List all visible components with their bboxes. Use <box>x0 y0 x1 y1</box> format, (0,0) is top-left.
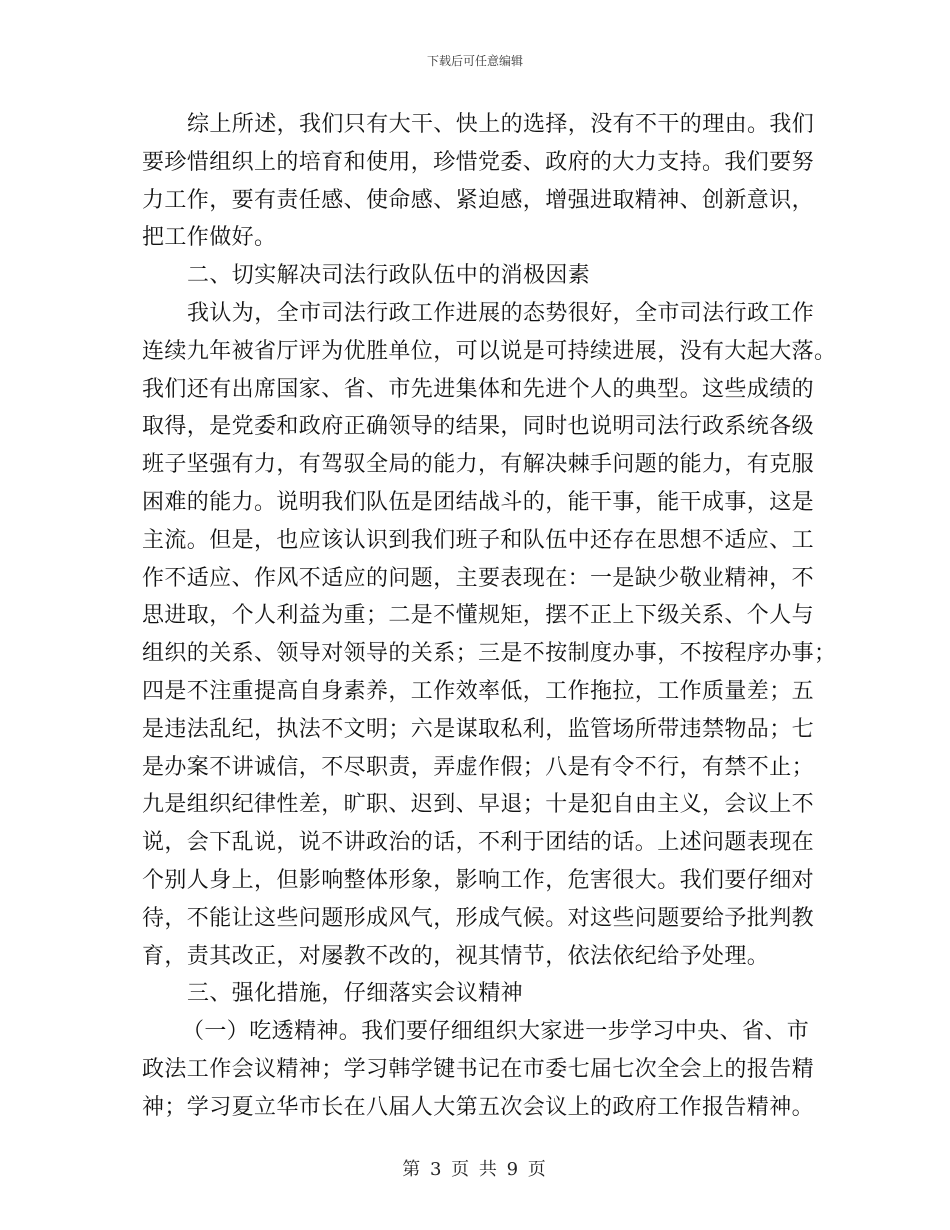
paragraph-line: 班子坚强有力，有驾驭全局的能力，有解决棘手问题的能力，有克服 <box>142 452 815 478</box>
paragraph-line: 四是不注重提高自身素养，工作效率低，工作拖拉，工作质量差；五 <box>142 678 815 704</box>
paragraph-line: 思进取，个人利益为重；二是不懂规矩，摆不正上下级关系、个人与 <box>142 603 815 629</box>
document-body <box>142 106 837 1127</box>
paragraph-line: 组织的关系、领导对领导的关系；三是不按制度办事，不按程序办事； <box>142 641 837 667</box>
paragraph-line: （一）吃透精神。我们要仔细组织大家进一步学习中央、省、市 <box>182 1019 810 1045</box>
paragraph-line: 作不适应、作风不适应的问题，主要表现在：一是缺少敬业精神，不 <box>142 565 815 591</box>
paragraph-line: 综上所述，我们只有大干、快上的选择，没有不干的理由。我们 <box>187 112 815 137</box>
paragraph-line: 要珍惜组织上的培育和使用，珍惜党委、政府的大力支持。我们要努 <box>142 149 815 175</box>
paragraph-line: 连续九年被省厅评为优胜单位，可以说是可持续进展，没有大起大落。 <box>142 338 837 364</box>
paragraph-line: 我们还有出席国家、省、市先进集体和先进个人的典型。这些成绩的 <box>142 376 815 402</box>
paragraph-line: 说，会下乱说，说不讲政治的话，不利于团结的话。上述问题表现在 <box>142 830 815 856</box>
paragraph-line: 九是组织纪律性差，旷职、迟到、早退；十是犯自由主义，会议上不 <box>142 792 815 818</box>
paragraph-line: 政法工作会议精神；学习韩学键书记在市委七届七次全会上的报告精 <box>142 1056 815 1082</box>
paragraph-line: 是办案不讲诚信，不尽职责，弄虚作假；八是有令不行，有禁不止； <box>142 754 815 780</box>
paragraph-line: 把工作做好。 <box>142 225 277 251</box>
paragraph-line: 困难的能力。说明我们队伍是团结战斗的，能干事，能干成事，这是 <box>142 489 815 515</box>
paragraph-line: 育，责其改正，对屡教不改的，视其情节，依法依纪给予处理。 <box>142 943 770 969</box>
paragraph-line: 主流。但是，也应该认识到我们班子和队伍中还存在思想不适应、工 <box>142 527 815 553</box>
paragraph-line: 我认为，全市司法行政工作进展的态势很好，全市司法行政工作 <box>187 300 815 326</box>
paragraph-line: 力工作，要有责任感、使命感、紧迫感，增强进取精神、创新意识， <box>142 187 815 213</box>
section-heading: 二、切实解决司法行政队伍中的消极因素 <box>187 263 591 289</box>
paragraph-line: 神；学习夏立华市长在八届人大第五次会议上的政府工作报告精神。 <box>142 1094 815 1120</box>
section-heading: 三、强化措施，仔细落实会议精神 <box>187 981 524 1007</box>
page-number-footer: 第 3 页 共 9 页 <box>402 1159 548 1180</box>
paragraph-line: 个别人身上，但影响整体形象，影响工作，危害很大。我们要仔细对 <box>142 867 815 893</box>
paragraph-line: 待，不能让这些问题形成风气，形成气候。对这些问题要给予批判教 <box>142 905 815 931</box>
paragraph-line: 是违法乱纪，执法不文明；六是谋取私利，监管场所带违禁物品；七 <box>142 716 815 742</box>
page-header: 下载后可任意编辑 <box>426 54 523 68</box>
paragraph-line: 取得，是党委和政府正确领导的结果，同时也说明司法行政系统各级 <box>142 414 815 440</box>
